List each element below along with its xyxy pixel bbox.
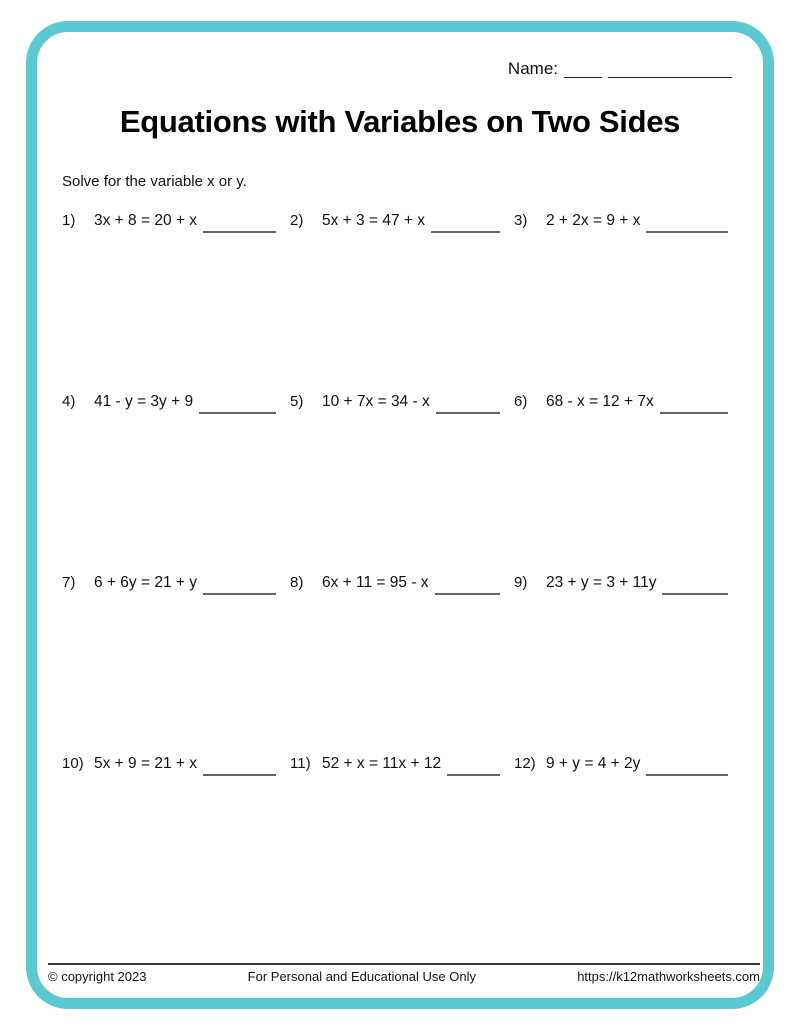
problem-number: 8) xyxy=(290,574,304,591)
problem-number: 11) xyxy=(290,755,311,772)
problem-item xyxy=(62,571,290,595)
answer-blank-line xyxy=(435,593,500,595)
equation-text: 2 + 2x = 9 + x xyxy=(546,212,641,229)
answer-blank-line xyxy=(203,231,276,233)
footer xyxy=(48,969,760,984)
problem-item xyxy=(290,571,514,595)
answer-blank-line xyxy=(447,774,500,776)
instruction-text: Solve for the variable x or y. xyxy=(62,173,247,190)
problem-item xyxy=(514,571,728,595)
problem-number: 12) xyxy=(514,755,536,772)
problem-number: 10) xyxy=(62,755,84,772)
equation-text: 10 + 7x = 34 - x xyxy=(322,393,430,410)
answer-blank-line xyxy=(646,231,728,233)
equation-text: 52 + x = 11x + 12 xyxy=(322,755,442,772)
problem-item xyxy=(290,390,514,414)
equation-text: 9 + y = 4 + 2y xyxy=(546,755,641,772)
answer-blank-line xyxy=(436,412,500,414)
answer-blank-line xyxy=(646,774,728,776)
problem-item xyxy=(514,752,728,776)
equation-text: 6 + 6y = 21 + y xyxy=(94,574,197,591)
answer-blank-line xyxy=(199,412,276,414)
equation-text: 6x + 11 = 95 - x xyxy=(322,574,429,591)
equation-text: 23 + y = 3 + 11y xyxy=(546,574,657,591)
problem-item xyxy=(62,390,290,414)
footer-usage-note: For Personal and Educational Use Only xyxy=(247,969,477,984)
equation-text: 68 - x = 12 + 7x xyxy=(546,393,654,410)
equation-text: 5x + 9 = 21 + x xyxy=(94,755,197,772)
footer-url: https://k12mathworksheets.com xyxy=(577,969,760,984)
problem-number: 7) xyxy=(62,574,76,591)
problem-number: 9) xyxy=(514,574,528,591)
problem-number: 3) xyxy=(514,212,528,229)
problems-grid xyxy=(62,209,728,776)
problem-number: 6) xyxy=(514,393,528,410)
problem-number: 2) xyxy=(290,212,304,229)
page-title: Equations with Variables on Two Sides xyxy=(119,104,681,139)
name-blank-line xyxy=(564,77,602,78)
answer-blank-line xyxy=(431,231,500,233)
answer-blank-line xyxy=(662,593,728,595)
problem-item xyxy=(62,209,290,233)
problem-item xyxy=(514,390,728,414)
problem-number: 5) xyxy=(290,393,304,410)
problem-number: 1) xyxy=(62,212,76,229)
name-row xyxy=(508,58,732,80)
equation-text: 5x + 3 = 47 + x xyxy=(322,212,425,229)
answer-blank-line xyxy=(203,593,276,595)
name-blank-line xyxy=(608,77,732,78)
problem-item xyxy=(62,752,290,776)
answer-blank-line xyxy=(660,412,728,414)
problem-item xyxy=(514,209,728,233)
footer-divider-line xyxy=(48,963,760,965)
problem-item xyxy=(290,752,514,776)
answer-blank-line xyxy=(203,774,276,776)
footer-copyright: © copyright 2023 xyxy=(48,969,147,984)
equation-text: 41 - y = 3y + 9 xyxy=(94,393,194,410)
problem-item xyxy=(290,209,514,233)
name-label: Name: xyxy=(507,59,558,78)
equation-text: 3x + 8 = 20 + x xyxy=(94,212,197,229)
problem-number: 4) xyxy=(62,393,76,410)
